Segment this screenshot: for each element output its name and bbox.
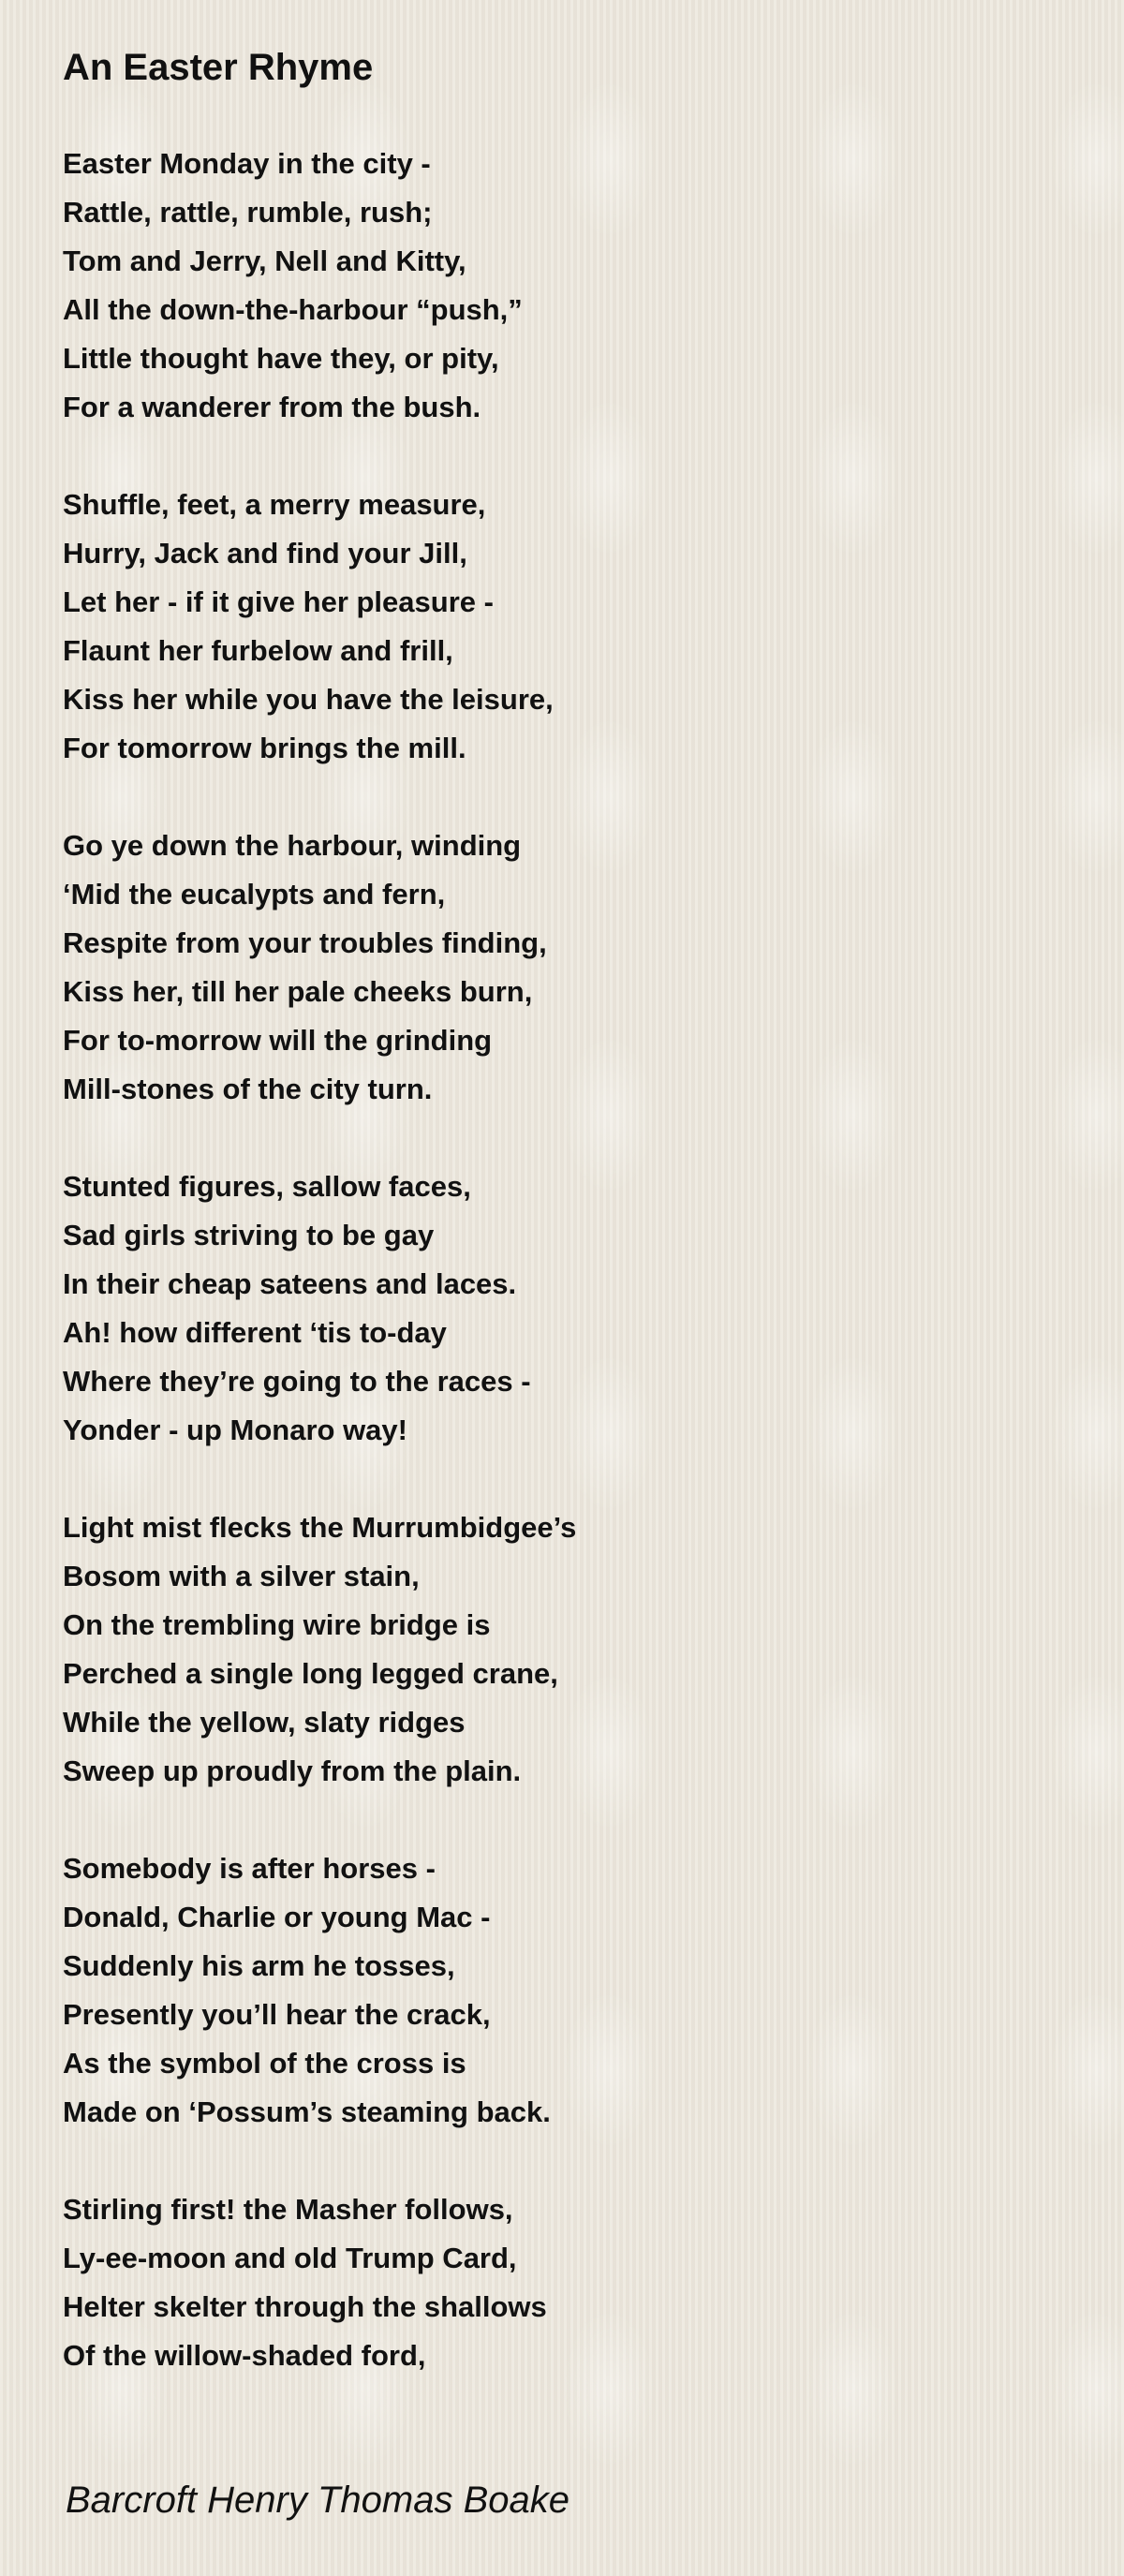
poem-line: Made on ‘Possum’s steaming back. xyxy=(63,2095,551,2128)
poem-line: Stunted figures, sallow faces, xyxy=(63,1170,471,1203)
poem-line: For tomorrow brings the mill. xyxy=(63,732,466,764)
poem-body xyxy=(63,140,999,2429)
poem-line: Kiss her while you have the leisure, xyxy=(63,683,554,716)
poem-line: Let her - if it give her pleasure - xyxy=(63,585,494,618)
poem-line: Sad girls striving to be gay xyxy=(63,1219,435,1251)
poem-line: Little thought have they, or pity, xyxy=(63,342,499,375)
poem-line: Kiss her, till her pale cheeks burn, xyxy=(63,975,533,1008)
poem-line: Ly-ee-moon and old Trump Card, xyxy=(63,2242,517,2274)
poem-line: Somebody is after horses - xyxy=(63,1852,436,1885)
poem-line: Flaunt her furbelow and frill, xyxy=(63,634,453,667)
poem-stanza xyxy=(63,140,999,432)
poem-line: In their cheap sateens and laces. xyxy=(63,1267,517,1300)
poem-line: Of the willow-shaded ford, xyxy=(63,2339,426,2372)
poem-stanza xyxy=(63,481,999,773)
poem-line: Helter skelter through the shallows xyxy=(63,2290,547,2323)
poem-line: Shuffle, feet, a merry measure, xyxy=(63,488,486,521)
poem-line: ‘Mid the eucalypts and fern, xyxy=(63,878,446,910)
poem-line: Easter Monday in the city - xyxy=(63,147,431,180)
poem-line: Tom and Jerry, Nell and Kitty, xyxy=(63,244,466,277)
poem-line: Light mist flecks the Murrumbidgee’s xyxy=(63,1511,577,1544)
poem-title: An Easter Rhyme xyxy=(63,47,374,88)
poem-line: Mill-stones of the city turn. xyxy=(63,1073,433,1105)
poem-line: Rattle, rattle, rumble, rush; xyxy=(63,196,433,229)
poem-line: Perched a single long legged crane, xyxy=(63,1657,558,1690)
poem-stanza xyxy=(63,1503,999,1796)
poem-line: Go ye down the harbour, winding xyxy=(63,829,522,862)
poem-stanza xyxy=(63,822,999,1114)
poem-stanza xyxy=(63,1844,999,2137)
poem-line: Stirling first! the Masher follows, xyxy=(63,2193,513,2226)
poem-stanza xyxy=(63,1162,999,1455)
poem-line: Donald, Charlie or young Mac - xyxy=(63,1901,491,1933)
poem-line: While the yellow, slaty ridges xyxy=(63,1706,466,1739)
poem-author: Barcroft Henry Thomas Boake xyxy=(66,2480,569,2521)
poem-line: For a wanderer from the bush. xyxy=(63,391,481,423)
poem-line: Hurry, Jack and find your Jill, xyxy=(63,537,467,570)
poem-line: Suddenly his arm he tosses, xyxy=(63,1949,455,1982)
poem-line: As the symbol of the cross is xyxy=(63,2047,466,2080)
poem-line: Bosom with a silver stain, xyxy=(63,1560,420,1592)
poem-line: All the down-the-harbour “push,” xyxy=(63,293,523,326)
poem-line: Respite from your troubles finding, xyxy=(63,926,547,959)
poem-line: On the trembling wire bridge is xyxy=(63,1608,491,1641)
poem-line: For to-morrow will the grinding xyxy=(63,1024,493,1057)
poem-line: Sweep up proudly from the plain. xyxy=(63,1754,522,1787)
poem-stanza xyxy=(63,2185,999,2380)
poem-line: Where they’re going to the races - xyxy=(63,1365,531,1398)
poem-line: Presently you’ll hear the crack, xyxy=(63,1998,491,2031)
poem-line: Yonder - up Monaro way! xyxy=(63,1414,407,1446)
poem-line: Ah! how different ‘tis to-day xyxy=(63,1316,447,1349)
